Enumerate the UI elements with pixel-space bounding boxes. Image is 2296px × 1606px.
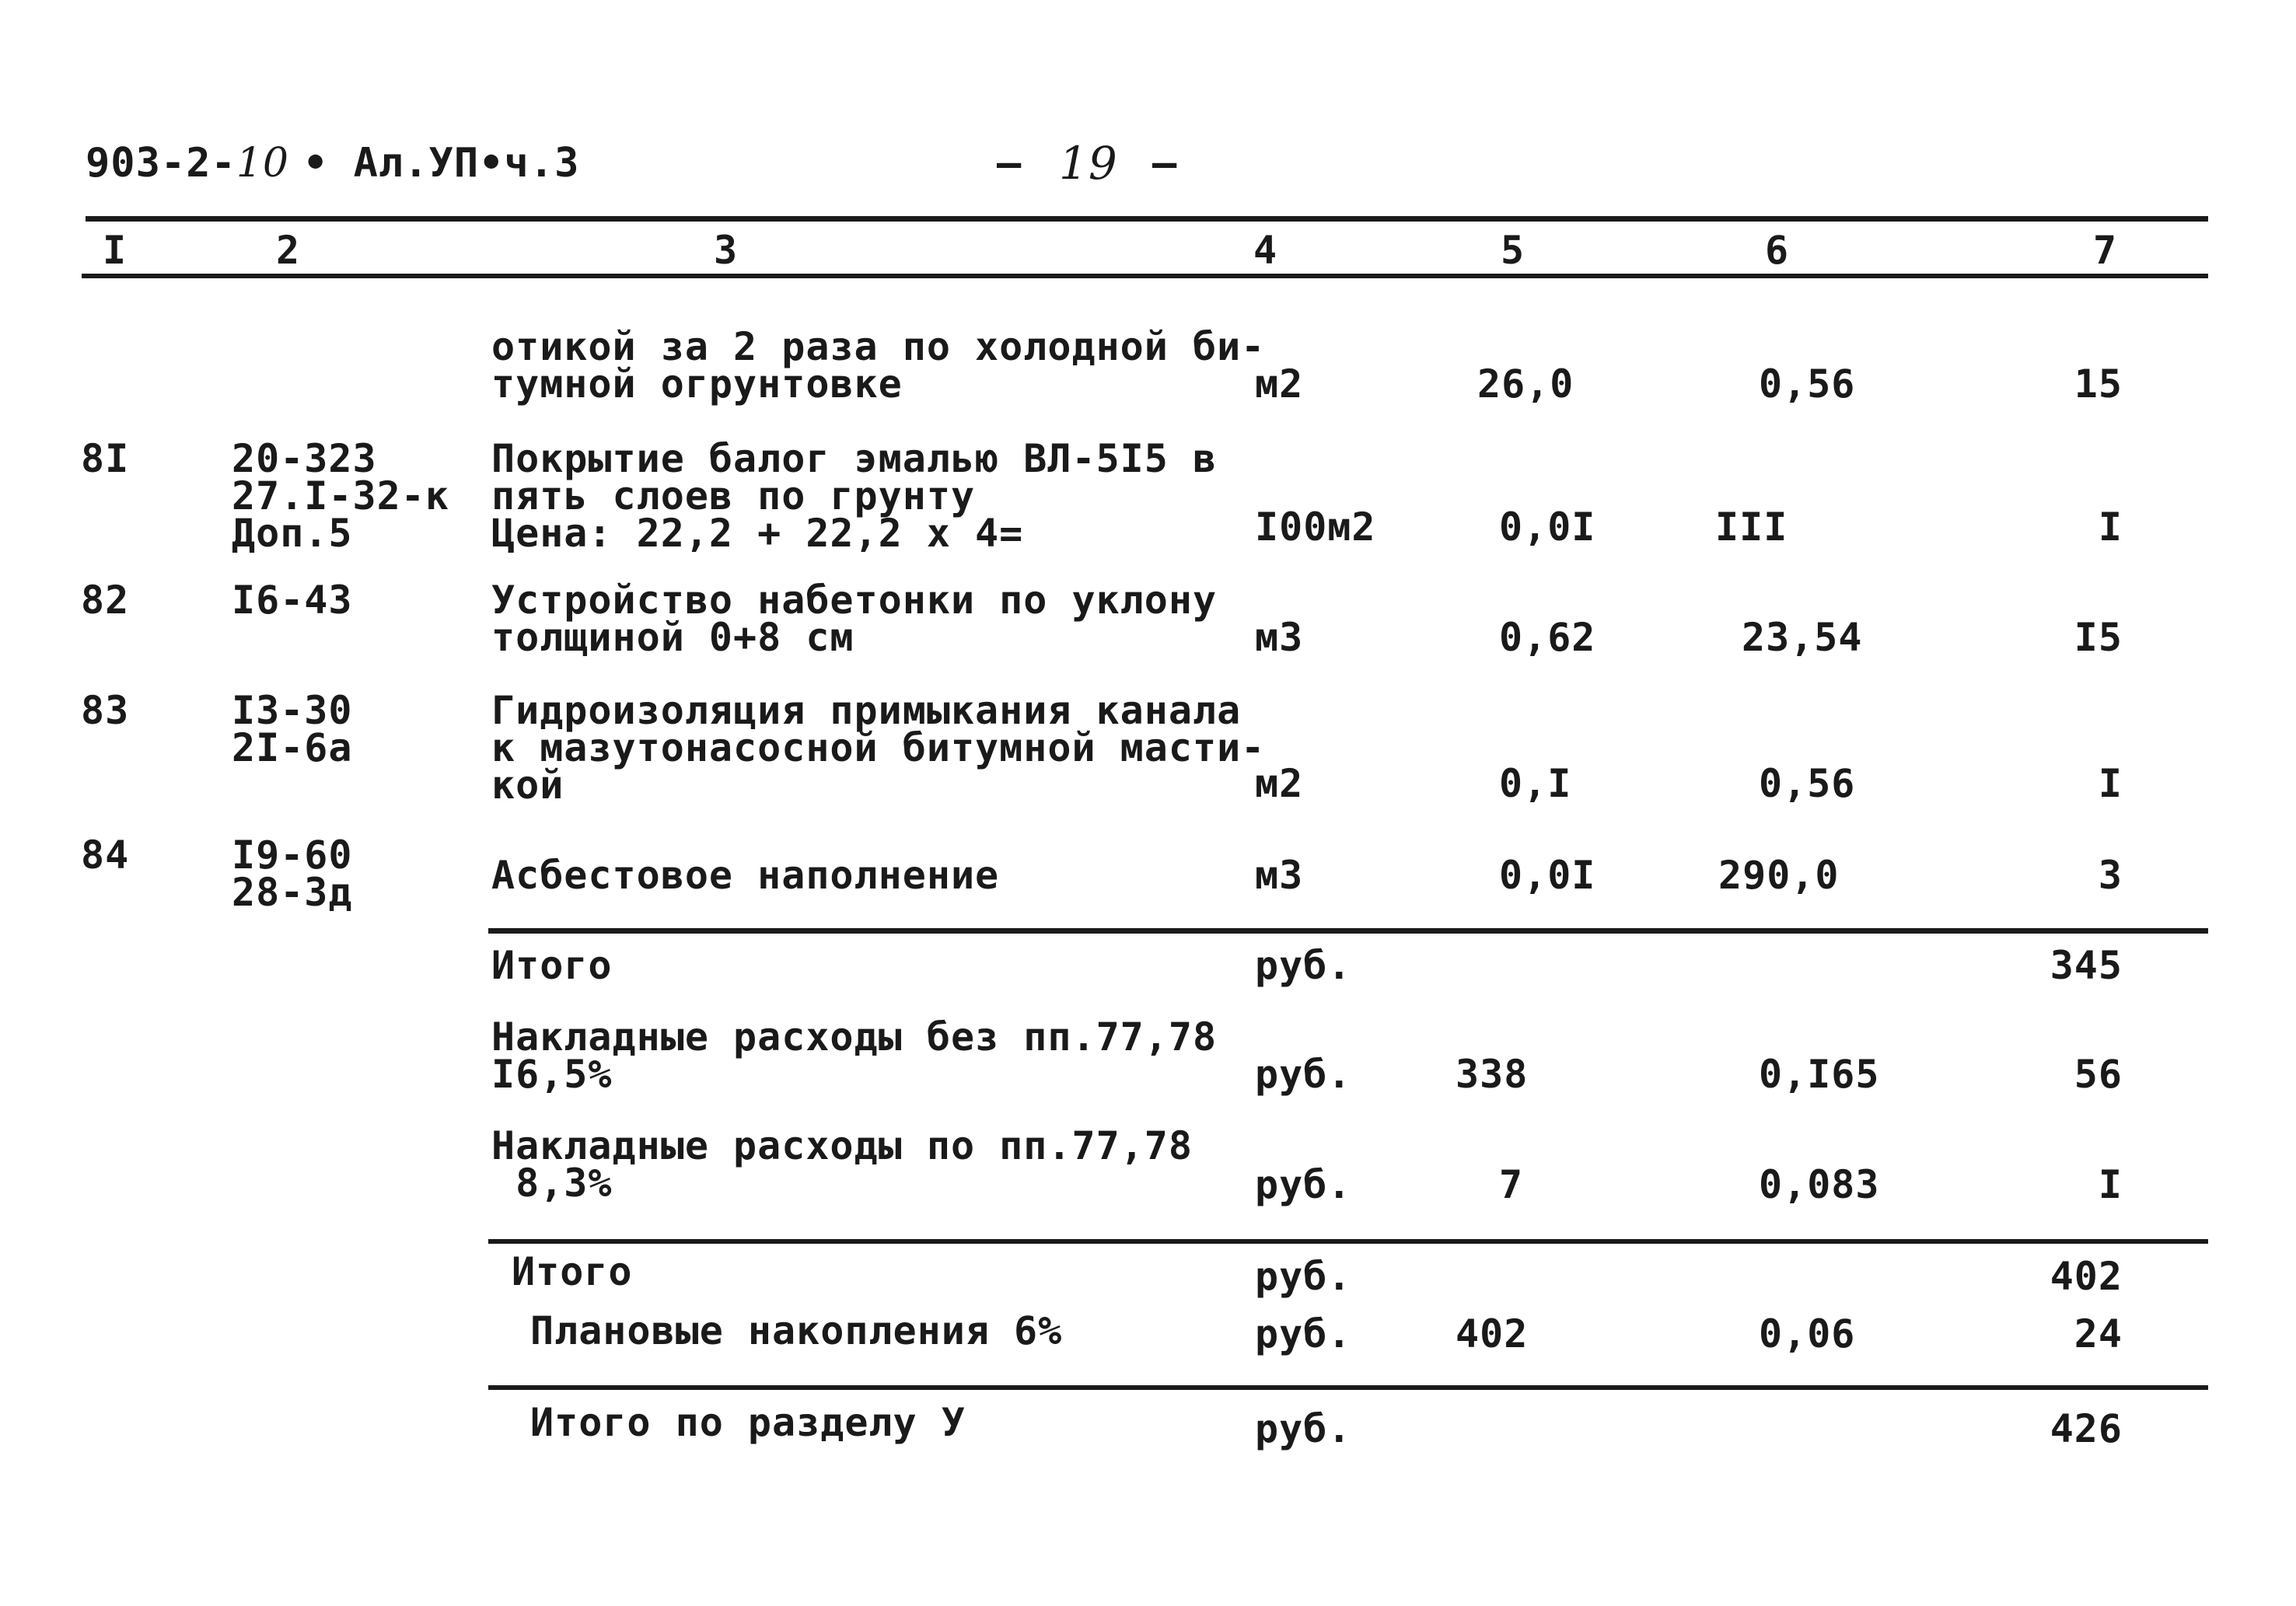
summary-unit: руб. [1255, 1052, 1352, 1097]
row-number: 82 [81, 578, 130, 623]
summary-label: Накладные расходы без пп.77,78 I6,5% [491, 1014, 1218, 1097]
summary-base: 402 [1456, 1311, 1529, 1356]
summary-label: Итого по разделу У [530, 1400, 966, 1445]
summary-total: 56 [2074, 1052, 2123, 1097]
row-price: III [1715, 504, 1788, 550]
column-header-5: 5 [1501, 228, 1525, 273]
summary-total: 402 [2050, 1254, 2123, 1299]
page-dash-right: – [1152, 140, 1178, 187]
row-price: 23,54 [1742, 615, 1863, 660]
column-header-1: I [103, 228, 128, 273]
summary-label: Плановые накопления 6% [530, 1308, 1063, 1353]
row-unit: м3 [1255, 853, 1304, 898]
row-code: I3-30 2I-6а [232, 688, 353, 770]
doc-code [86, 140, 290, 187]
subtotal-rule [488, 928, 2208, 934]
row-code: I6-43 [232, 578, 353, 623]
page-number: 19 [1059, 137, 1118, 190]
column-header-4: 4 [1253, 228, 1278, 273]
summary-total: 24 [2074, 1311, 2123, 1356]
row-total: 15 [2074, 361, 2123, 407]
row-quantity: 0,0I [1499, 853, 1596, 898]
row-code: I9-60 28-3д [232, 833, 353, 915]
summary-label: Итого [512, 1249, 633, 1294]
row-description: Гидроизоляция примыкания канала к мазутонасосной битумной масти- кой [491, 688, 1266, 808]
row-quantity: 0,I [1499, 761, 1572, 806]
summary-label: Накладные расходы по пп.77,78 8,3% [491, 1123, 1193, 1206]
column-header-7: 7 [2093, 228, 2118, 273]
row-total: I [2098, 761, 2123, 806]
row-quantity: 0,62 [1499, 615, 1596, 660]
row-total: I5 [2074, 615, 2123, 660]
row-unit: м3 [1255, 615, 1304, 660]
row-description: Асбестовое наполнение [491, 853, 1000, 898]
doc-code-prefix: 903-2- [86, 140, 236, 187]
row-total: I [2098, 504, 2123, 550]
row-description: отикой за 2 раза по холодной би- тумной огрунтовке [491, 324, 1266, 407]
column-header-2: 2 [276, 228, 301, 273]
row-quantity: 26,0 [1477, 361, 1574, 407]
summary-rate: 0,083 [1759, 1162, 1880, 1207]
row-quantity: 0,0I [1499, 504, 1596, 550]
summary-label: Итого [491, 943, 613, 988]
summary-base: 338 [1456, 1052, 1529, 1097]
header-top-rule [86, 216, 2208, 222]
summary-total: I [2098, 1162, 2123, 1207]
summary-unit: руб. [1255, 1254, 1352, 1299]
doc-code-number: 10 [236, 140, 290, 187]
section-total-rule [488, 1385, 2208, 1390]
row-price: 0,56 [1759, 761, 1856, 806]
row-unit: м2 [1255, 761, 1304, 806]
total-rule [488, 1239, 2208, 1244]
row-number: 84 [81, 833, 130, 878]
column-header-6: 6 [1765, 228, 1790, 273]
row-total: 3 [2098, 853, 2123, 898]
page-dash-left: – [997, 140, 1022, 187]
row-description: Устройство набетонки по уклону толщиной 0+8 см [491, 578, 1218, 660]
summary-unit: руб. [1255, 1406, 1352, 1451]
summary-unit: руб. [1255, 943, 1352, 988]
row-number: 8I [81, 436, 130, 481]
row-description: Покрытие балог эмалью ВЛ-5I5 в пять слоев по грунту Цена: 22,2 + 22,2 x 4= [491, 436, 1218, 556]
row-unit: I00м2 [1255, 504, 1376, 550]
row-code: 20-323 27.I-32-к Доп.5 [232, 436, 449, 556]
doc-part: • Ал.УП•ч.3 [303, 140, 580, 187]
row-price: 290,0 [1718, 853, 1840, 898]
summary-rate: 0,06 [1759, 1311, 1856, 1356]
header-bottom-rule [82, 274, 2208, 278]
summary-total: 426 [2050, 1406, 2123, 1451]
row-price: 0,56 [1759, 361, 1856, 407]
column-header-3: 3 [714, 228, 739, 273]
summary-unit: руб. [1255, 1162, 1352, 1207]
row-number: 83 [81, 688, 130, 733]
summary-base: 7 [1499, 1162, 1524, 1207]
summary-unit: руб. [1255, 1311, 1352, 1356]
summary-total: 345 [2050, 943, 2123, 988]
summary-rate: 0,I65 [1759, 1052, 1880, 1097]
row-unit: м2 [1255, 361, 1304, 407]
